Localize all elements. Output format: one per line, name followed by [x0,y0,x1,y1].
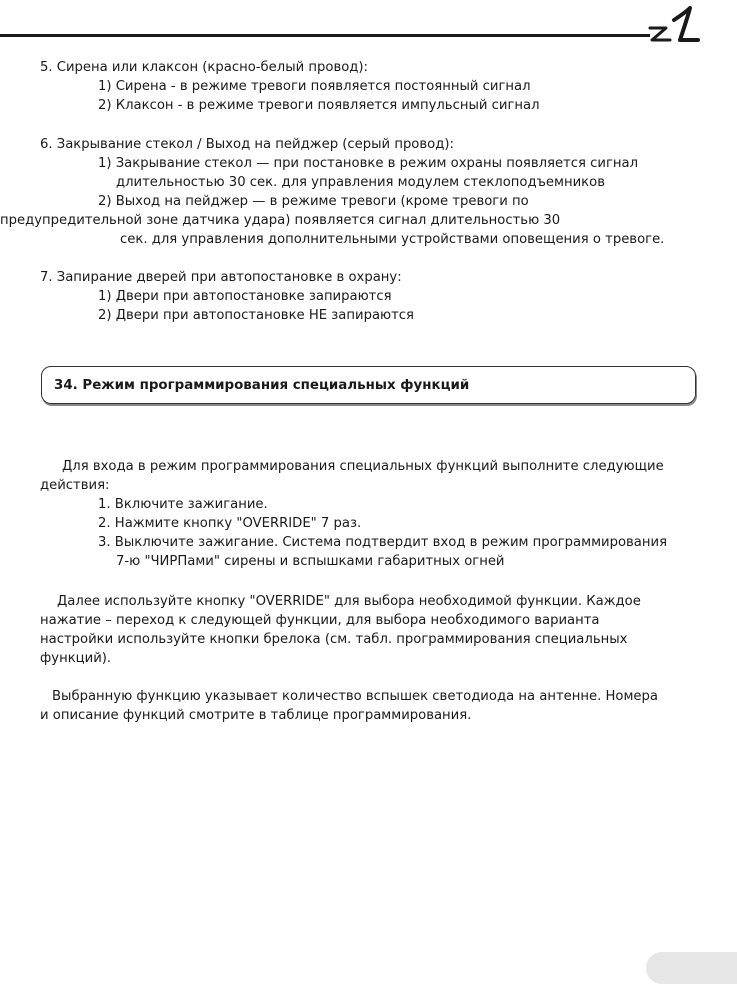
page-number-tab [646,952,737,984]
intro-text: Для входа в режим программирования специальных функций выполните следующие [62,459,664,474]
paragraph-text: настройки используйте кнопки брелока (см. табл. программирования специальных [40,632,628,647]
intro-step: 1. Включите зажигание. [98,497,268,512]
paragraph-text: и описание функций смотрите в таблице программирования. [40,708,472,723]
paragraph-text: Выбранную функцию указывает количество вспышек светодиода на антенне. Номера [52,689,658,704]
doors-option: 1) Двери при автопостановке запираются [98,289,392,304]
intro-step: 7-ю "ЧИРПами" сирены и вспышками габаритных огней [116,554,505,569]
paragraph-text: нажатие – переход к следующей функции, для выбора необходимого варианта [40,613,600,628]
windows-option-line: длительностью 30 сек. для управления модулем стеклоподъемников [116,175,605,190]
siren-option: 1) Сирена - в режиме тревоги появляется постоянный сигнал [98,79,531,94]
doors-title: 7. Запирание дверей при автопостановке в охрану: [40,270,402,285]
windows-option-line: 2) Выход на пейджер — в режиме тревоги (кроме тревоги по [98,194,529,209]
intro-text: действия: [40,478,110,493]
siren-option: 2) Клаксон - в режиме тревоги появляется импульсный сигнал [98,98,540,113]
intro-step: 2. Нажмите кнопку "OVERRIDE" 7 раз. [98,516,362,531]
siren-title: 5. Сирена или клаксон (красно-белый провод): [40,60,368,75]
windows-title: 6. Закрывание стекол / Выход на пейджер (серый провод): [40,137,454,152]
windows-option-line: предупредительной зоне датчика удара) появляется сигнал длительностью 30 [0,213,561,228]
section-heading-box [41,366,696,404]
brand-logo [646,6,702,46]
paragraph-text: Далее используйте кнопку "OVERRIDE" для выбора необходимой функции. Каждое [57,594,641,609]
intro-step: 3. Выключите зажигание. Система подтвердит вход в режим программирования [98,535,668,550]
header-rule [0,34,650,37]
paragraph-text: функций). [40,651,112,666]
windows-option-line: сек. для управления дополнительными устройствами оповещения о тревоге. [120,232,665,247]
windows-option-line: 1) Закрывание стекол — при постановке в режим охраны появляется сигнал [98,156,639,171]
doors-option: 2) Двери при автопостановке НЕ запираются [98,308,414,323]
section-title: 34. Режим программирования специальных функций [54,378,470,393]
